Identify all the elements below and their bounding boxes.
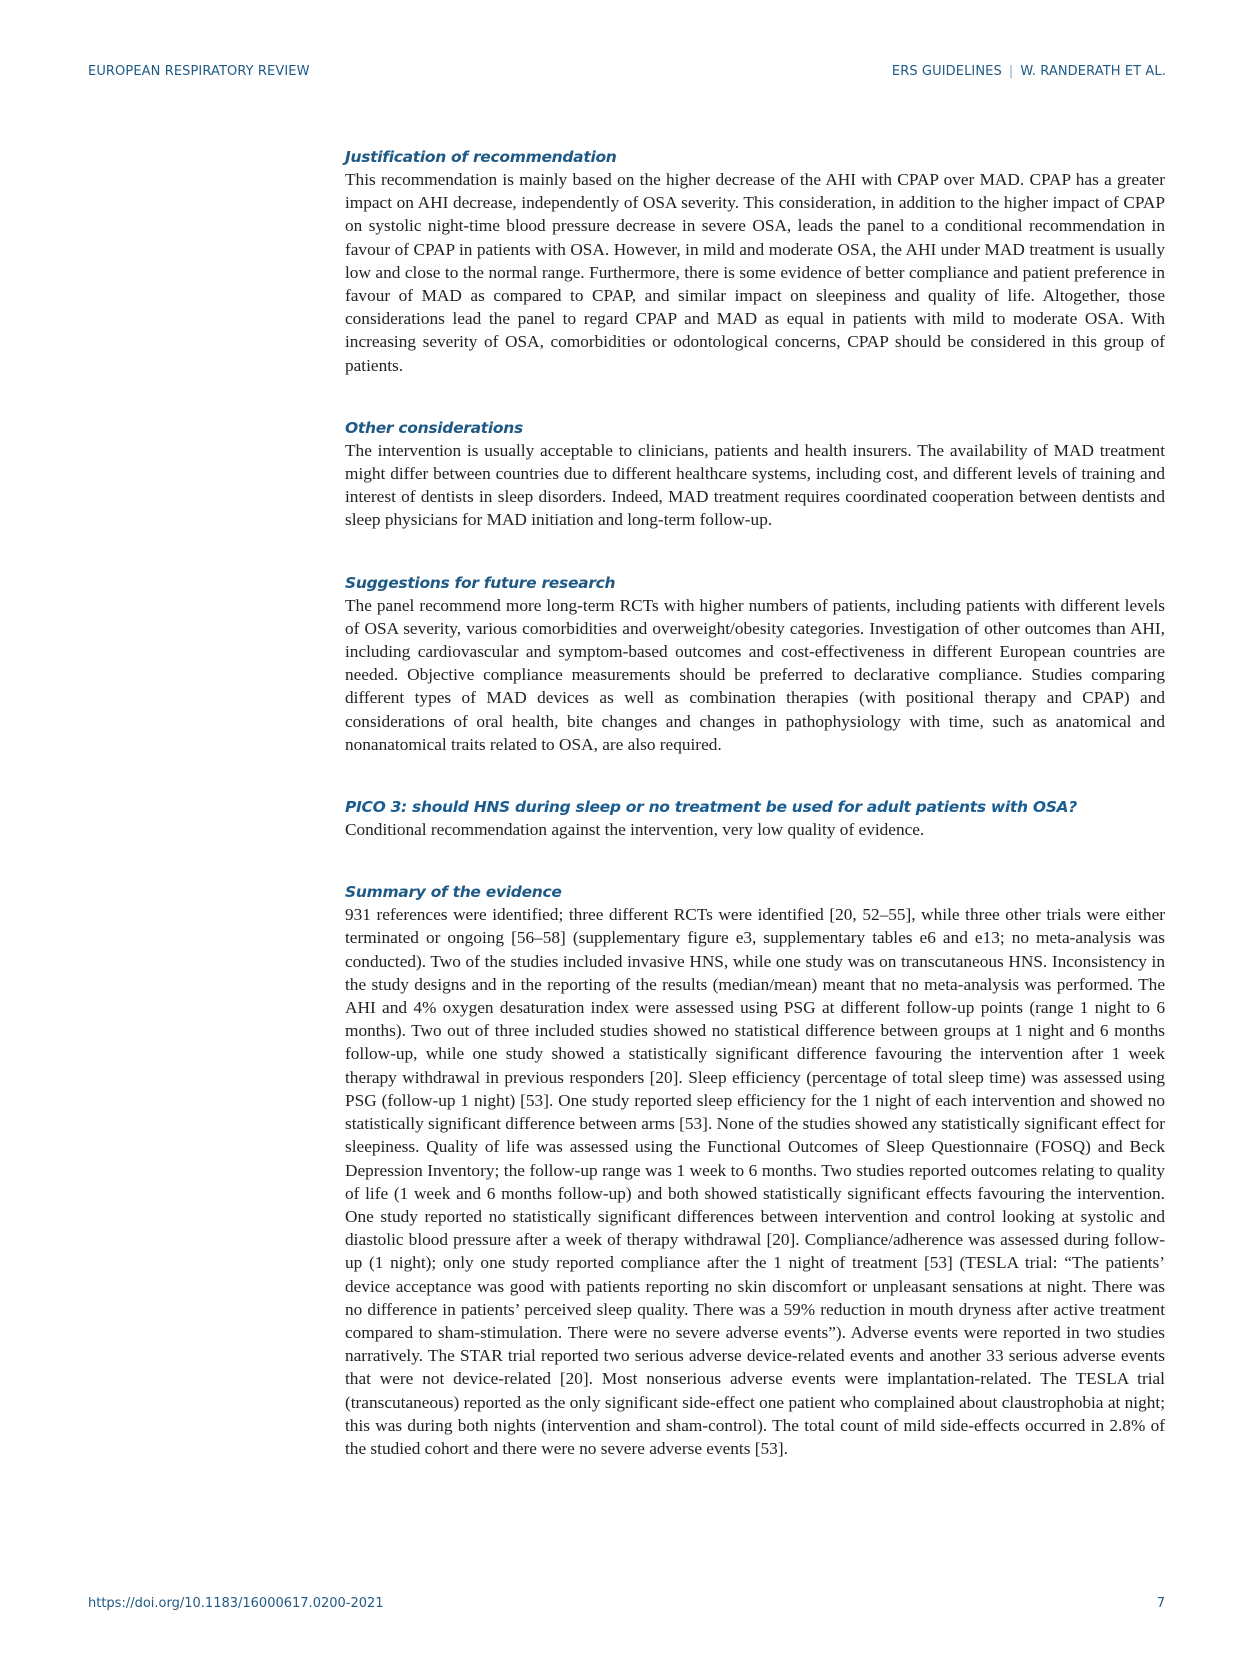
pico-heading: PICO 3: should HNS during sleep or no treatment be used for adult patients with OSA? [345,798,1077,817]
page-number: 7 [1156,1596,1165,1611]
running-head-right [892,64,1166,79]
section-justification [345,146,1165,377]
section-heading: Other considerations [345,418,523,437]
journal-title: EUROPEAN RESPIRATORY REVIEW [88,64,310,79]
recommendation-statement: Conditional recommendation against the intervention, very low quality of evidence. [345,820,925,840]
header-separator: | [1008,64,1014,79]
authors-label: W. RANDERATH ET AL. [1020,64,1166,79]
section-paragraph: The intervention is usually acceptable to clinicians, patients and health insurers. The availability of MAD treatment might differ between countries due to different healthcare systems, including cost, and different levels of training and interest of dentists in sleep disorders. Indeed, MAD treatment requires coordinated cooperation between dentists and sleep physicians for MAD initiation and long-term follow-up. [345,440,1165,530]
section-pico-3 [345,796,1165,841]
section-heading: Summary of the evidence [345,883,562,902]
section-heading: Suggestions for future research [345,573,616,592]
section-paragraph: 931 references were identified; three different RCTs were identified [20, 52–55], while three other trials were either terminated or ongoing [56–58] (supplementary figure e3, supplementary tables e6 and e13; no meta-analysis was conducted). Two of the studies included invasive HNS, while one study was on transcutaneous HNS. Inconsistency in the study designs and in the reporting of the results (median/mean) meant that no meta-analysis was performed. The AHI and 4% oxygen desaturation index were assessed using PSG at different follow-up points (range 1 night to 6 months). Two out of three included studies showed no statistical difference between groups at 1 night and 6 months follow-up, while one study showed a statistically significant difference favouring the intervention after 1 week therapy withdrawal in previous responders [20]. Sleep efficiency (percentage of total sleep time) was assessed using PSG (follow-up 1 night) [53]. One study reported sleep efficiency for the 1 night of each intervention and showed no statistically significant difference between arms [53]. None of the studies showed any statistically significant effect for sleepiness. Quality of life was assessed using the Functional Outcomes of Sleep Questionnaire (FOSQ) and Beck Depression Inventory; the follow-up range was 1 week to 6 months. Two studies reported outcomes relating to quality of life (1 week and 6 months follow-up) and both showed statistically significant effects favouring the intervention. One study reported no statistically significant differences between intervention and control looking at systolic and diastolic blood pressure after a week of therapy withdrawal [20]. Compliance/adherence was assessed during follow-up (1 night); only one study reported compliance after the 1 night of treatment [53] (TESLA trial: “The patients’ device acceptance was good with patients reporting no skin discomfort or unpleasant sensations at night. There was no difference in patients’ perceived sleep quality. There was a 59% reduction in mouth dryness after active treatment compared to sham-stimulation. There were no severe adverse events”). Adverse events were reported in two studies narratively. The STAR trial reported two serious adverse device-related events and another 33 serious adverse events that were not device-related [20]. Most nonserious adverse events were implantation-related. The TESLA trial (transcutaneous) reported as the only significant side-effect one patient who complained about claustrophobia at night; this was during both nights (intervention and sham-control). The total count of mild side-effects occurred in 2.8% of the studied cohort and there were no severe adverse events [53]. [345,905,1165,1458]
section-summary-evidence [345,881,1165,1460]
section-other-considerations [345,417,1165,532]
section-future-research [345,572,1165,756]
doi-link[interactable]: https://doi.org/10.1183/16000617.0200-2021 [88,1596,384,1611]
article-body [345,146,1165,1460]
section-paragraph: This recommendation is mainly based on the higher decrease of the AHI with CPAP over MAD. CPAP has a greater impact on AHI decrease, independently of OSA severity. This consideration, in addition to the higher impact of CPAP on systolic night-time blood pressure decrease in severe OSA, leads the panel to a conditional recommendation in favour of CPAP in patients with OSA. However, in mild and moderate OSA, the AHI under MAD treatment is usually low and close to the normal range. Furthermore, there is some evidence of better compliance and patient preference in favour of MAD as compared to CPAP, and similar impact on sleepiness and quality of life. Altogether, those considerations lead the panel to regard CPAP and MAD as equal in patients with mild to moderate OSA. With increasing severity of OSA, comorbidities or odontological concerns, CPAP should be considered in this group of patients. [345,170,1165,375]
section-paragraph: The panel recommend more long-term RCTs with higher numbers of patients, including patients with different levels of OSA severity, various comorbidities and overweight/obesity categories. Investigation of other outcomes than AHI, including cardiovascular and symptom-based outcomes and cost-effectiveness in different European countries are needed. Objective compliance measurements should be preferred to declarative compliance. Studies comparing different types of MAD devices as well as combination therapies (with positional therapy and CPAP) and considerations of oral health, bite changes and changes in pathophysiology with time, such as anatomical and nonanatomical traits related to OSA, are also required. [345,595,1165,754]
section-heading: Justification of recommendation [345,148,617,166]
section-label: ERS GUIDELINES [891,64,1002,79]
